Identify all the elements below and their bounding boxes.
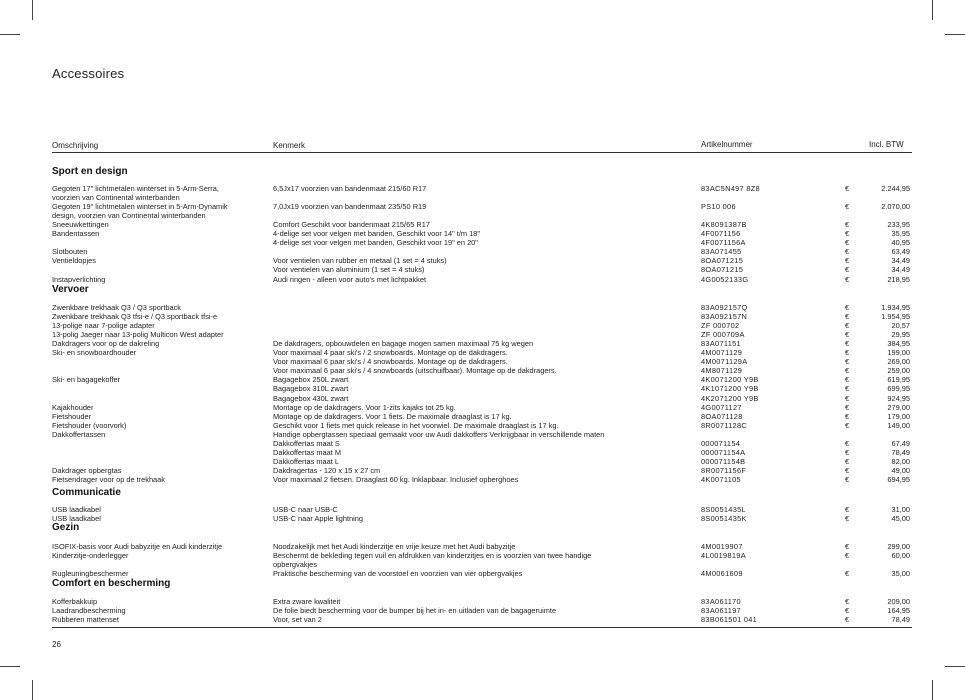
euro-sign: €: [845, 438, 850, 448]
row-description: Slotbouten: [52, 247, 88, 257]
row-article-number: ZF 000702: [701, 321, 740, 331]
row-feature: Audi ringen - alleen voor auto's met lichtpakket: [273, 274, 427, 284]
table-row: [52, 412, 912, 421]
table-row: [52, 551, 912, 560]
euro-sign: €: [845, 339, 850, 349]
euro-sign: €: [845, 542, 850, 551]
row-price: 1.954,95: [881, 312, 910, 322]
crop-mark: [932, 0, 933, 20]
row-article-number: ZF 000709A: [701, 330, 745, 340]
table-row: [52, 366, 912, 375]
row-article-number: 83B061501 041: [701, 615, 758, 625]
row-article-number: 4L0019819A: [701, 551, 746, 560]
row-price: 259,00: [887, 366, 910, 376]
row-article-number: 4K0071200 Y9B: [701, 375, 759, 385]
table-row: [52, 475, 912, 484]
row-price: 40,95: [891, 238, 910, 248]
euro-sign: €: [845, 202, 850, 212]
table-row: [52, 348, 912, 357]
euro-sign: €: [845, 411, 850, 421]
row-article-number: 000071154A: [701, 447, 746, 457]
row-feature: De folie biedt bescherming voor de bumper bij het in- en uitladen van de bagageruimte: [273, 606, 557, 615]
row-description: Fietsendrager voor op de trekhaak: [52, 475, 165, 484]
row-price: 1.934,95: [881, 303, 910, 312]
row-price: 269,00: [887, 357, 910, 367]
row-feature: Voor maximaal 6 paar ski's / 4 snowboards. Montage op de dakdragers.: [273, 357, 508, 367]
column-header-article: Artikelnummer: [701, 140, 753, 149]
euro-sign: €: [845, 551, 850, 560]
row-article-number: 4M0019907: [701, 542, 743, 551]
row-feature: Voor, set van 2: [273, 615, 322, 625]
row-price: 179,00: [887, 411, 910, 421]
row-article-number: 4M0071129: [701, 348, 743, 358]
row-article-number: 4F0071156: [701, 229, 741, 239]
row-article-number: 4K2071200 Y9B: [701, 393, 759, 403]
row-article-number: 8S0051435L: [701, 505, 746, 514]
row-price: 694,95: [887, 475, 910, 484]
row-feature: De dakdragers, opbouwdelen en bagage mogen samen maximaal 75 kg wegen: [273, 339, 534, 349]
row-feature: Praktische bescherming van de voorstoel en voorzien van vier opbergvakjes: [273, 569, 523, 579]
table-row: [52, 193, 912, 202]
row-price: 63,49: [891, 247, 910, 257]
row-article-number: 4K1071200 Y9B: [701, 384, 759, 394]
row-article-number: 4M0061609: [701, 569, 743, 579]
row-feature: USB-C naar USB-C: [273, 505, 338, 514]
euro-sign: €: [845, 184, 850, 193]
row-article-number: 4K8091387B: [701, 220, 747, 230]
row-article-number: 83A071151: [701, 339, 741, 349]
column-header-feature: Kenmerk: [273, 141, 306, 150]
row-article-number: 8R0071156F: [701, 465, 747, 475]
euro-sign: €: [845, 348, 850, 358]
page-number: 26: [52, 640, 61, 649]
table-row: [52, 303, 912, 312]
row-price: 60,00: [891, 551, 910, 560]
table-row: [52, 466, 912, 475]
table-row: [52, 606, 912, 615]
row-description: voorzien van Continental winterbanden: [52, 193, 180, 203]
euro-sign: €: [845, 229, 850, 239]
row-description: Ventieldopjes: [52, 256, 96, 266]
table-row: [52, 275, 912, 284]
euro-sign: €: [845, 420, 850, 430]
euro-sign: €: [845, 303, 850, 312]
table-row: [52, 560, 912, 569]
table-row: [52, 448, 912, 457]
row-article-number: 000071154: [701, 438, 741, 448]
row-article-number: 8OA071215: [701, 265, 744, 275]
table-row: [52, 211, 912, 220]
euro-sign: €: [845, 456, 850, 466]
row-feature: Extra zware kwaliteit: [273, 597, 341, 606]
euro-sign: €: [845, 247, 850, 257]
row-price: 29,95: [891, 330, 910, 340]
row-article-number: 4M0071129A: [701, 357, 748, 367]
row-feature: Bagagebox 250L zwart: [273, 375, 349, 385]
row-description: Kajakhouder: [52, 402, 94, 412]
row-price: 384,95: [887, 339, 910, 349]
row-feature: opbergvakjes: [273, 560, 317, 570]
euro-sign: €: [845, 447, 850, 457]
row-feature: Dakkoffertas maat L: [273, 456, 339, 466]
row-price: 35,00: [891, 569, 910, 579]
row-feature: Bagagebox 430L zwart: [273, 393, 349, 403]
row-description: Kofferbakkuip: [52, 597, 98, 606]
row-feature: 4-delige set voor velgen met banden, Geschikt voor 19" en 20": [273, 238, 478, 248]
table-row: [52, 514, 912, 523]
row-description: USB laadkabel: [52, 514, 101, 523]
row-price: 233,95: [887, 220, 910, 230]
column-header-price: Incl. BTW: [869, 140, 904, 149]
table-row: [52, 542, 912, 551]
euro-sign: €: [845, 274, 850, 284]
table-row: [52, 457, 912, 466]
row-price: 45,00: [891, 514, 910, 523]
row-article-number: 83A061197: [701, 606, 741, 615]
table-row: [52, 312, 912, 321]
table-row: [52, 569, 912, 578]
section-title: Sport en design: [52, 166, 128, 177]
row-description: Fietshouder: [52, 411, 92, 421]
crop-mark: [945, 666, 965, 667]
row-feature: Bagagebox 310L zwart: [273, 384, 349, 394]
crop-mark: [0, 34, 20, 35]
row-feature: Beschermt de bekleding tegen vuil en afdrukken van kinderzitjes en is voorzien van twee handige: [273, 551, 592, 560]
row-description: Rugleuningbeschermer: [52, 569, 129, 579]
table-row: [52, 339, 912, 348]
row-price: 67,49: [891, 438, 910, 448]
euro-sign: €: [845, 357, 850, 367]
table-row: [52, 256, 912, 265]
table-row: [52, 384, 912, 393]
crop-mark: [0, 666, 20, 667]
table-row: [52, 238, 912, 247]
euro-sign: €: [845, 330, 850, 340]
table-row: [52, 184, 912, 193]
row-description: Zwenkbare trekhaak Q3 / Q3 sportback: [52, 303, 181, 312]
table-row: [52, 439, 912, 448]
row-feature: Comfort Geschikt voor bandenmaat 215/65 R17: [273, 220, 430, 230]
row-description: Dakkoffertassen: [52, 429, 106, 439]
row-description: Instapverlichting: [52, 274, 106, 284]
euro-sign: €: [845, 265, 850, 275]
table-row: [52, 375, 912, 384]
euro-sign: €: [845, 375, 850, 385]
table-row: [52, 430, 912, 439]
row-description: Gegoten 17" lichtmetalen winterset in 5-Arm-Serra,: [52, 184, 219, 193]
row-feature: 6,5Jx17 voorzien van bandenmaat 215/60 R17: [273, 184, 427, 193]
row-description: Gegoten 19" lichtmetalen winterset in 5-Arm-Dynamik: [52, 202, 228, 212]
table-row: [52, 330, 912, 339]
page-title: Accessoires: [52, 66, 125, 81]
row-article-number: 8S0051435K: [701, 514, 747, 523]
row-feature: Voor ventielen van rubber en metaal (1 set = 4 stuks): [273, 256, 447, 266]
table-row: [52, 357, 912, 366]
row-feature: USB-C naar Apple lightning: [273, 514, 363, 523]
row-feature: Montage op de dakdragers. Voor 1 fiets. De maximale draaglast is 17 kg.: [273, 411, 512, 421]
row-feature: 7,0Jx19 voorzien van bandenmaat 235/50 R19: [273, 202, 427, 212]
row-feature: Dakkoffertas maat M: [273, 447, 342, 457]
row-feature: Dakkoffertas maat S: [273, 438, 340, 448]
row-price: 149,00: [887, 420, 910, 430]
table-row: [52, 394, 912, 403]
euro-sign: €: [845, 384, 850, 394]
row-description: Ski- en snowboardhouder: [52, 348, 137, 358]
table-row: [52, 597, 912, 606]
row-price: 199,00: [887, 348, 910, 358]
table-row: [52, 505, 912, 514]
row-article-number: PS10 006: [701, 202, 736, 212]
row-price: 20,57: [891, 321, 910, 331]
crop-mark: [932, 680, 933, 700]
row-price: 34,49: [891, 265, 910, 275]
row-article-number: 4F0071156A: [701, 238, 746, 248]
row-description: 13-polige naar 7-polige adapter: [52, 321, 155, 331]
row-article-number: 4K0071105: [701, 475, 741, 484]
crop-mark: [32, 680, 33, 700]
euro-sign: €: [845, 312, 850, 322]
row-article-number: 83A061170: [701, 597, 741, 606]
row-price: 299,00: [887, 542, 910, 551]
section-title: Gezin: [52, 522, 80, 533]
row-feature: Voor maximaal 2 fietsen. Draaglast 60 kg. Inklapbaar. Inclusief opberghoes: [273, 475, 519, 484]
row-description: Dakdrager opbergtas: [52, 465, 122, 475]
row-description: Rubberen mattenset: [52, 615, 119, 625]
euro-sign: €: [845, 393, 850, 403]
row-price: 78,49: [891, 615, 910, 625]
row-article-number: 83A092157Q: [701, 303, 748, 312]
row-article-number: 4G0052133G: [701, 274, 749, 284]
row-price: 82,00: [891, 456, 910, 466]
row-feature: Handige opbergtassen speciaal gemaakt voor uw Audi dakkoffers Verkrijgbaar in verschillende maten: [273, 429, 605, 439]
row-price: 2.070,00: [881, 202, 910, 212]
row-description: Laadrandbescherming: [52, 606, 126, 615]
euro-sign: €: [845, 238, 850, 248]
row-description: Sneeuwkettingen: [52, 220, 109, 230]
row-article-number: 83A092157N: [701, 312, 748, 322]
row-price: 78,49: [891, 447, 910, 457]
table-row: [52, 247, 912, 256]
row-price: 49,00: [891, 465, 910, 475]
row-price: 279,00: [887, 402, 910, 412]
section-title: Comfort en bescherming: [52, 578, 171, 589]
row-price: 619,95: [887, 375, 910, 385]
euro-sign: €: [845, 606, 850, 615]
row-description: design, voorzien van Continental winterbanden: [52, 211, 206, 221]
header-divider: [52, 152, 912, 153]
row-price: 34,49: [891, 256, 910, 266]
row-description: Fietshouder (voorvork): [52, 420, 127, 430]
row-description: 13-polig Jaeger naar 13-polig Multicon West adapter: [52, 330, 224, 340]
row-feature: Dakdragertas - 120 x 15 x 27 cm: [273, 465, 381, 475]
row-article-number: 4M8071129: [701, 366, 743, 376]
euro-sign: €: [845, 569, 850, 579]
euro-sign: €: [845, 514, 850, 523]
row-description: ISOFIX-basis voor Audi babyzitje en Audi kinderzitje: [52, 542, 223, 551]
row-article-number: 83AC5N497 8Z8: [701, 184, 760, 193]
row-article-number: 8OA071215: [701, 256, 744, 266]
euro-sign: €: [845, 505, 850, 514]
table-row: [52, 403, 912, 412]
table-row: [52, 421, 912, 430]
row-price: 35,95: [891, 229, 910, 239]
row-description: Ski- en bagagekoffer: [52, 375, 121, 385]
crop-mark: [945, 34, 965, 35]
table-row: [52, 615, 912, 624]
row-article-number: 8R0071128C: [701, 420, 748, 430]
row-price: 218,95: [887, 274, 910, 284]
euro-sign: €: [845, 465, 850, 475]
row-feature: Voor maximaal 4 paar ski's / 2 snowboards. Montage op de dakdragers.: [273, 348, 508, 358]
row-feature: Voor maximaal 6 paar ski's / 4 snowboards (uitschuifbaar). Montage op de dakdragers.: [273, 366, 557, 376]
row-feature: 4-delige set voor velgen met banden, Geschikt voor 14" t/m 18": [273, 229, 480, 239]
row-description: Kinderzitje-onderlegger: [52, 551, 129, 560]
euro-sign: €: [845, 256, 850, 266]
table-row: [52, 202, 912, 211]
row-feature: Montage op de dakdragers. Voor 1-zits kajaks tot 25 kg.: [273, 402, 456, 412]
row-feature: Noodzakelijk met het Audi kinderzitje en vrije keuze met het Audi babyzitje: [273, 542, 516, 551]
row-price: 31,00: [891, 505, 910, 514]
euro-sign: €: [845, 402, 850, 412]
row-article-number: 000071154B: [701, 456, 746, 466]
row-price: 164,95: [887, 606, 910, 615]
row-feature: Geschikt voor 1 fiets met quick release in het voorwiel. De maximale draaglast is 17 kg.: [273, 420, 559, 430]
column-header-description: Omschrijving: [52, 141, 99, 150]
row-feature: Voor ventielen van aluminium (1 set = 4 stuks): [273, 265, 425, 275]
section-title: Vervoer: [52, 284, 89, 295]
row-description: USB laadkabel: [52, 505, 101, 514]
euro-sign: €: [845, 321, 850, 331]
row-price: 2.244,95: [881, 184, 910, 193]
euro-sign: €: [845, 615, 850, 625]
row-article-number: 83A071455: [701, 247, 742, 257]
footer-divider: [52, 627, 912, 628]
row-article-number: 8OA071128: [701, 411, 743, 421]
row-description: Dakdragers voor op de dakreling: [52, 339, 160, 349]
row-price: 699,95: [887, 384, 910, 394]
row-description: Zwenkbare trekhaak Q3 tfsi-e / Q3 sportback tfsi-e: [52, 312, 218, 322]
table-row: [52, 220, 912, 229]
euro-sign: €: [845, 366, 850, 376]
crop-mark: [32, 0, 33, 20]
row-description: Bandentassen: [52, 229, 100, 239]
table-row: [52, 321, 912, 330]
euro-sign: €: [845, 220, 850, 230]
table-row: [52, 265, 912, 274]
row-price: 924,95: [887, 393, 910, 403]
row-article-number: 4G0071127: [701, 402, 742, 412]
euro-sign: €: [845, 597, 850, 606]
table-row: [52, 229, 912, 238]
section-title: Communicatie: [52, 487, 121, 498]
euro-sign: €: [845, 475, 850, 484]
row-price: 209,00: [887, 597, 910, 606]
